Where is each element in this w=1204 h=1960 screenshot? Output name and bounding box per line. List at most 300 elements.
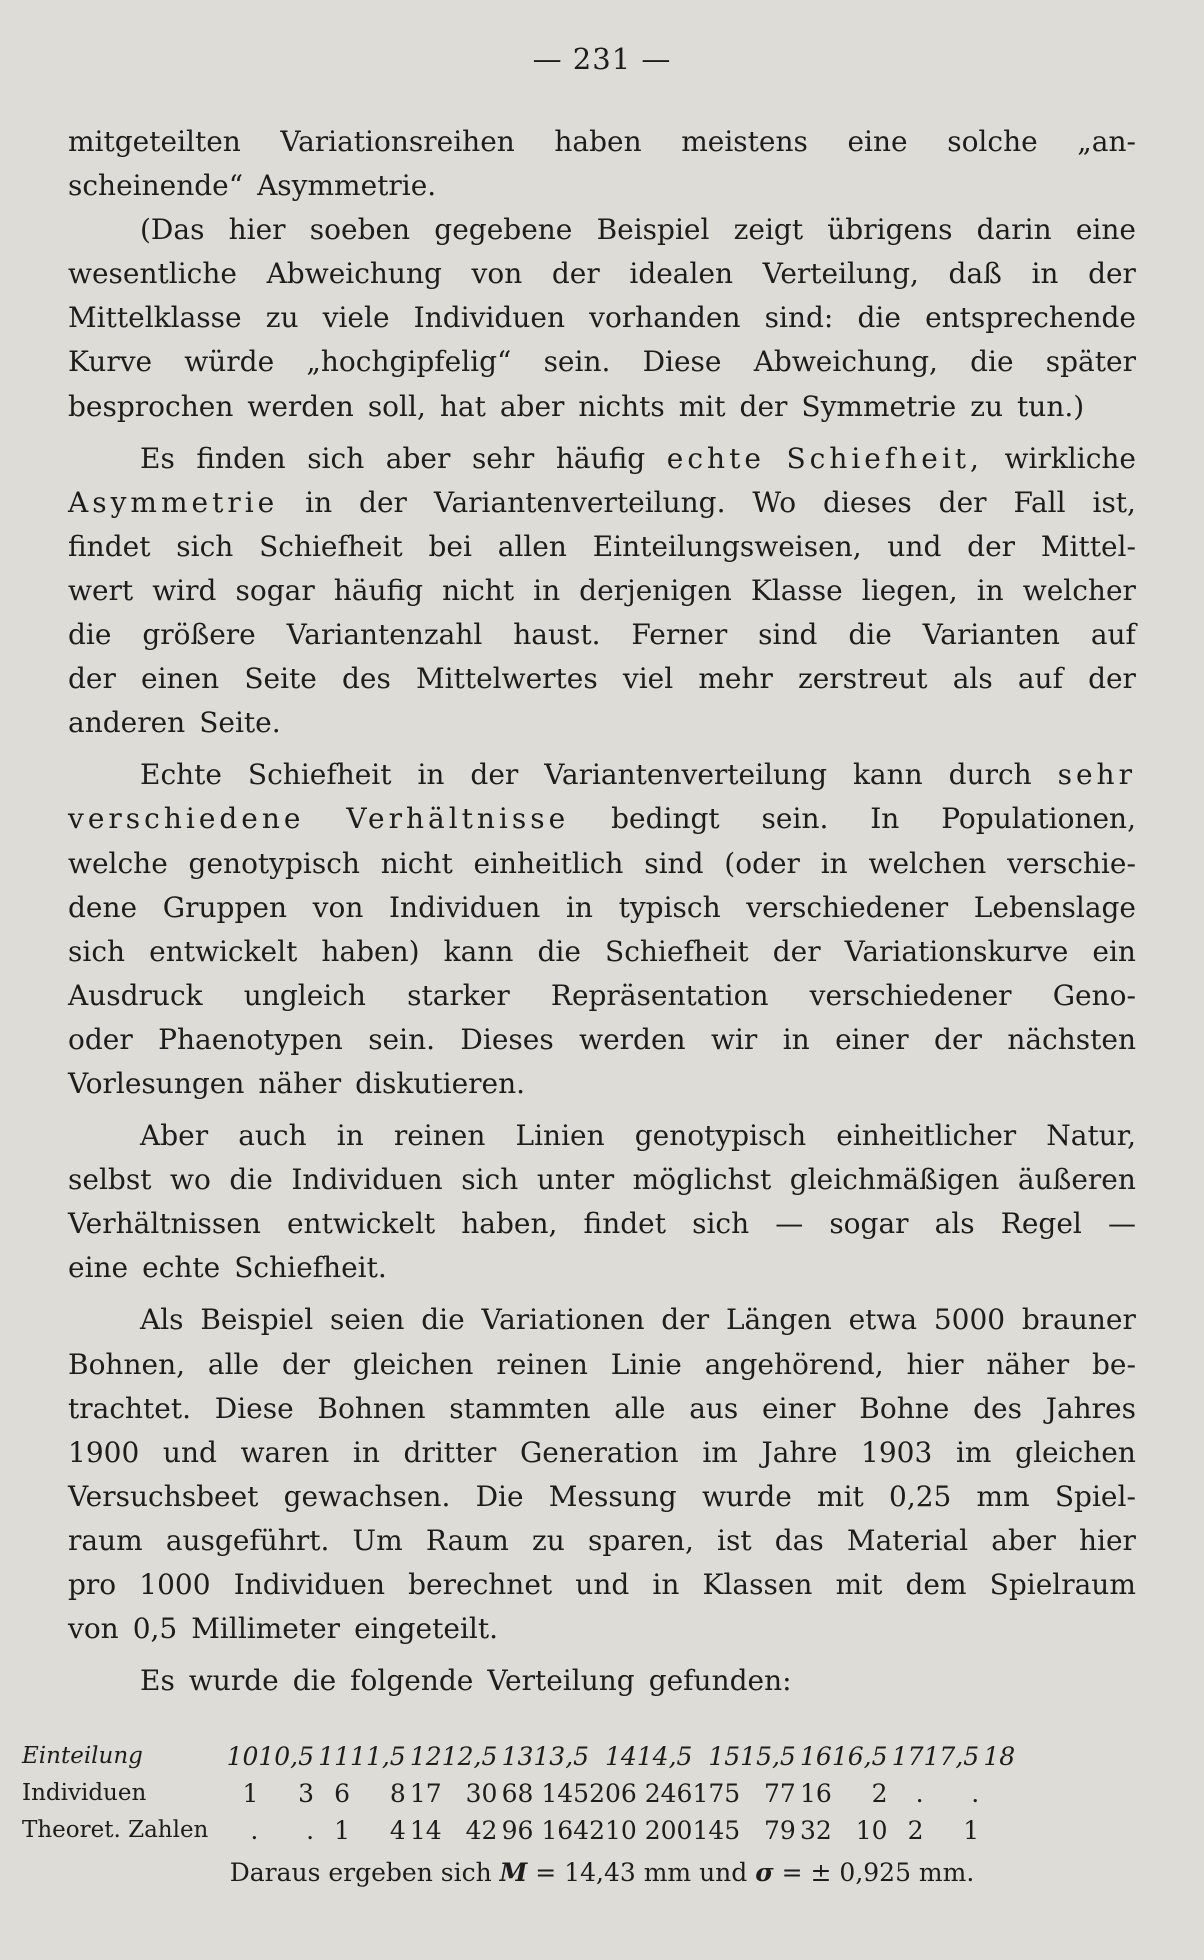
word: wo (170, 1163, 211, 1197)
text-line (68, 252, 1136, 296)
word: Schiefheit (247, 758, 392, 792)
text-line (68, 753, 1136, 797)
word: Mittelklasse (68, 301, 242, 335)
word: mit (835, 1568, 883, 1601)
word: hier (1078, 1523, 1136, 1557)
word: der (967, 529, 1016, 563)
formula-m-value: = 14,43 mm und (535, 1858, 748, 1887)
word: Raum (425, 1523, 509, 1557)
page-number: — 231 — (532, 42, 672, 76)
word: darin (976, 213, 1052, 247)
word: unter (536, 1163, 615, 1197)
table-cell: 175 (692, 1779, 741, 1808)
word: 0,25 (889, 1479, 952, 1513)
word: verschiedene (68, 802, 305, 836)
word: reinen (496, 1347, 588, 1381)
word: ist (717, 1523, 752, 1557)
word: allen (497, 529, 567, 563)
word: Klasse (750, 573, 843, 607)
word: übrigens (827, 213, 953, 247)
word: Verteilung, (762, 257, 919, 291)
word: der (359, 485, 407, 519)
word: Schiefheit (259, 529, 403, 563)
table-cell: 12,5 (441, 1742, 498, 1771)
word: viele (322, 301, 390, 335)
table-cell: 42 (465, 1816, 498, 1845)
table-cell: 15 (708, 1742, 741, 1771)
text-line (68, 1563, 1136, 1607)
text-line (68, 701, 1136, 745)
table-cell: 145 (692, 1816, 741, 1845)
word: Diese (214, 1391, 294, 1425)
text-line (68, 208, 1136, 252)
table-cell: 12 (409, 1742, 442, 1771)
table-cell: 200 (644, 1816, 693, 1845)
word: Echte (140, 758, 222, 792)
word: einheitlich (473, 846, 624, 880)
table-cell: 10,5 (258, 1742, 315, 1771)
word: dieses (823, 485, 912, 519)
word: gewachsen. (283, 1479, 451, 1513)
text-line (68, 1387, 1136, 1431)
word: und (887, 529, 942, 563)
word: (Das (140, 213, 205, 247)
word: Messung (548, 1479, 677, 1513)
word: die (68, 618, 112, 652)
word: Variationskurve (844, 934, 1069, 968)
word: mitgeteilten (68, 125, 241, 158)
word: alle (614, 1391, 666, 1425)
word: Variationsreihen (280, 125, 515, 158)
word: in (782, 1022, 810, 1056)
word: zu (265, 301, 299, 335)
word: angehörend, (704, 1347, 884, 1381)
word: findet (68, 529, 151, 563)
word: Regel (1000, 1207, 1082, 1241)
word: verschie- (1007, 846, 1136, 880)
table-cell: 77 (764, 1779, 796, 1808)
word: bei (428, 529, 472, 563)
word: eine (847, 125, 908, 158)
word: vorhanden (589, 301, 741, 335)
word: die (857, 301, 901, 335)
word: in (565, 890, 593, 924)
table-cell: 6 (334, 1779, 351, 1808)
word: der (1088, 662, 1136, 696)
word: 5000 (933, 1303, 1006, 1337)
word: in (1031, 257, 1059, 291)
word: auf (1090, 618, 1136, 652)
text-line (68, 296, 1136, 340)
word: in (976, 573, 1004, 607)
word: eine (1075, 213, 1136, 247)
table-cell: 14 (409, 1816, 442, 1845)
table-cell: 10 (855, 1816, 888, 1845)
word: der (934, 1022, 982, 1056)
word: findet (583, 1207, 666, 1241)
word: sich (68, 934, 126, 968)
word: Versuchsbeet (68, 1479, 259, 1513)
word: nicht (442, 573, 515, 607)
word: der (470, 758, 519, 792)
word: Längen (725, 1303, 832, 1337)
word: soeben (309, 213, 411, 247)
word: solche (947, 125, 1038, 158)
word: auch (238, 1119, 307, 1153)
table-cell: 2 (871, 1779, 888, 1808)
word: von (471, 257, 523, 291)
text-line (68, 842, 1136, 886)
text-line (68, 930, 1136, 974)
word: Gruppen (162, 890, 287, 924)
word: des (973, 1391, 1022, 1425)
word: diskutieren. (355, 1066, 526, 1100)
word: zu (532, 1523, 565, 1557)
word: wurde (701, 1479, 792, 1513)
word: alle (207, 1347, 260, 1381)
word: auf (1017, 662, 1063, 696)
text-line (68, 340, 1136, 384)
table-cell: . (250, 1816, 259, 1845)
word: Variationen (481, 1303, 645, 1337)
table-cell: 16,5 (831, 1742, 888, 1771)
text-line (68, 1246, 1136, 1290)
word: die (970, 345, 1014, 379)
table-cell: 210 (589, 1816, 637, 1845)
word: sogar (235, 573, 315, 607)
text-line (68, 1431, 1136, 1475)
word: bedingt (611, 802, 720, 836)
word: genotypisch (188, 846, 360, 880)
word: — (1107, 1207, 1136, 1241)
word: mit (678, 389, 726, 423)
word: kann (443, 934, 514, 968)
word: be- (1091, 1347, 1136, 1381)
body-text (68, 120, 1136, 1703)
text-line (68, 1607, 1136, 1651)
word: Generation (519, 1435, 679, 1469)
word: Variantenzahl (286, 618, 483, 652)
word: typisch (618, 890, 721, 924)
word: der (661, 1303, 710, 1337)
word: welcher (1022, 573, 1136, 607)
word: pro (68, 1568, 117, 1601)
word: 1900 (68, 1435, 140, 1469)
text-line (68, 1202, 1136, 1246)
word: wurde (188, 1664, 279, 1698)
word: der (772, 934, 821, 968)
table-cell: . (306, 1816, 315, 1845)
word: in (305, 485, 333, 519)
word: Lebenslage (973, 890, 1136, 924)
word: sich (307, 441, 365, 475)
word: Jahre (761, 1435, 838, 1469)
word: sein. (543, 345, 611, 379)
word: selbst (68, 1163, 152, 1197)
word: werden (579, 1022, 686, 1056)
table-cell: 3 (298, 1779, 315, 1808)
word: echte (142, 1251, 221, 1285)
word: Natur, (1046, 1119, 1136, 1153)
table-cell: 164 (541, 1816, 590, 1845)
row-label: Einteilung (22, 1743, 143, 1769)
word: sparen, (587, 1523, 694, 1557)
word: Seite (244, 662, 317, 696)
word: näher (258, 1066, 342, 1100)
word: nichts (578, 389, 665, 423)
table-cell: 96 (501, 1816, 534, 1845)
word: Repräsentation (550, 978, 769, 1012)
word: dritter (403, 1435, 497, 1469)
word: Spielraum (989, 1568, 1136, 1601)
word: sein. (761, 802, 829, 836)
table-cell: 13,5 (533, 1742, 590, 1771)
word: gleichen (352, 1347, 474, 1381)
table-cell (979, 1812, 1015, 1849)
word: sind: (764, 301, 834, 335)
word: entsprechende (925, 301, 1136, 335)
row-label: Theoret. Zahlen (22, 1817, 209, 1843)
formula-sigma-symbol: σ (755, 1858, 774, 1887)
word: oder (68, 1022, 133, 1056)
table-cell: 14,5 (636, 1742, 693, 1771)
word: wird (152, 573, 217, 607)
text-line (68, 1659, 1136, 1703)
table-cell: 17,5 (923, 1742, 980, 1771)
word: ausgeführt. (165, 1523, 330, 1557)
text-line (68, 1343, 1136, 1387)
word: sind (758, 618, 818, 652)
table-cell (979, 1775, 1015, 1812)
table-cell: 13 (501, 1742, 534, 1771)
word: besprochen (68, 389, 234, 423)
word: die (292, 1664, 337, 1698)
word: starker (407, 978, 510, 1012)
word: idealen (629, 257, 734, 291)
word: „an- (1077, 125, 1136, 158)
word: Symmetrie (801, 389, 957, 423)
word: In (870, 802, 900, 836)
word: möglichst (632, 1163, 772, 1197)
word: „hochgipfelig“ (306, 345, 512, 379)
text-line (68, 164, 1136, 208)
word: entwickelt (286, 1207, 436, 1241)
word: wirkliche (1004, 441, 1136, 475)
word: im (955, 1435, 992, 1469)
table-cell: 10 (226, 1742, 259, 1771)
word: Verhältnissen (68, 1207, 261, 1241)
table-cell: 1 (963, 1816, 980, 1845)
word: entwickelt (149, 934, 298, 968)
table-cell: 4 (389, 1816, 406, 1845)
word: verschiedener (746, 890, 949, 924)
word: in (336, 1119, 364, 1153)
word: der (1088, 257, 1136, 291)
word: mit (817, 1479, 864, 1513)
word: Seite. (199, 706, 281, 740)
word: Aber (140, 1119, 209, 1153)
word: und (162, 1435, 217, 1469)
word: würde (184, 345, 275, 379)
word: der (68, 662, 116, 696)
word: 0,5 (132, 1612, 178, 1646)
word: Geno- (1052, 978, 1136, 1012)
table-cell: 11,5 (350, 1742, 406, 1771)
word: Kurve (68, 345, 153, 379)
word: einer (762, 1391, 836, 1425)
word: ein (1092, 934, 1136, 968)
table-cell: . (915, 1779, 924, 1808)
word: echte (666, 441, 765, 475)
word: die (537, 934, 581, 968)
word: Linie (610, 1347, 682, 1381)
word: von (68, 1612, 119, 1646)
word: des (341, 662, 391, 696)
table-cell: 30 (465, 1779, 498, 1808)
text-line (68, 437, 1136, 481)
word: Asymmetrie (68, 485, 279, 519)
distribution-table (22, 1738, 1015, 1849)
table-cell: 17 (409, 1779, 442, 1808)
text-line (68, 1298, 1136, 1342)
word: nächsten (1007, 1022, 1136, 1056)
word: einer (835, 1022, 909, 1056)
word: die (229, 1163, 273, 1197)
word: Individuen (233, 1568, 385, 1601)
word: Variantenverteilung (544, 758, 827, 792)
word: gleichmäßigen (789, 1163, 1000, 1197)
word: mm (976, 1479, 1030, 1513)
word: die (421, 1303, 465, 1337)
word: Als (140, 1303, 184, 1337)
word: später (1045, 345, 1136, 379)
word: und (575, 1568, 630, 1601)
word: häufig (333, 573, 424, 607)
word: 1000 (139, 1568, 211, 1601)
word: aber (499, 389, 565, 423)
word: welche (68, 846, 168, 880)
word: mehr (698, 662, 773, 696)
text-line (68, 886, 1136, 930)
word: ist, (1092, 485, 1136, 519)
word: im (702, 1435, 738, 1469)
table-cell: 145 (541, 1779, 590, 1808)
word: Individuen (413, 301, 565, 335)
formula-m-symbol: M (499, 1858, 528, 1887)
word: aber (991, 1523, 1056, 1557)
text-line (68, 1114, 1136, 1158)
word: gefunden: (648, 1664, 792, 1698)
word: Spiel- (1054, 1479, 1136, 1513)
word: Phaenotypen (158, 1022, 343, 1056)
word: als (952, 662, 993, 696)
word: einen (141, 662, 220, 696)
word: der (551, 257, 600, 291)
word: Millimeter (191, 1612, 341, 1646)
word: trachtet. (68, 1391, 192, 1425)
word: Um (352, 1523, 403, 1557)
word: Wo (752, 485, 797, 519)
word: welchen (868, 846, 987, 880)
word: der (739, 389, 788, 423)
word: in (820, 846, 848, 880)
word: Klassen (702, 1568, 813, 1601)
table-cell: 1 (242, 1779, 259, 1808)
word: wert (68, 573, 134, 607)
word: Material (846, 1523, 969, 1557)
word: Asymmetrie. (257, 169, 437, 203)
text-line (68, 385, 1136, 429)
text-line (68, 525, 1136, 569)
word: Beispiel (200, 1303, 314, 1337)
word: waren (240, 1435, 330, 1469)
word: sogar (829, 1207, 909, 1241)
table-cell: 11 (318, 1742, 351, 1771)
word: verschiedener (809, 978, 1012, 1012)
word: 1903 (861, 1435, 933, 1469)
row-label: Individuen (22, 1780, 147, 1806)
word: haben, (461, 1207, 558, 1241)
table-cell: 16 (800, 1742, 832, 1771)
word: zu (970, 389, 1004, 423)
word: Mittel- (1040, 529, 1136, 563)
word: folgende (350, 1664, 474, 1698)
word: zeigt (733, 213, 804, 247)
word: genotypisch (634, 1119, 807, 1153)
formula-sigma-value: = ± 0,925 mm. (781, 1858, 975, 1887)
word: gegebene (434, 213, 573, 247)
text-line (68, 974, 1136, 1018)
text-line (68, 1519, 1136, 1563)
text-line (68, 1158, 1136, 1202)
word: Variantenverteilung. (433, 485, 726, 519)
word: scheinende“ (68, 169, 244, 203)
word: sehr (471, 441, 535, 475)
word: hier (228, 213, 286, 247)
word: Es (140, 1664, 175, 1698)
table-cell: 79 (764, 1816, 796, 1845)
word: Schiefheit, (786, 441, 983, 475)
word: in (417, 758, 445, 792)
word: viel (622, 662, 674, 696)
word: haust. (513, 618, 601, 652)
word: Ausdruck (68, 978, 203, 1012)
word: Linien (515, 1119, 605, 1153)
word: haben (554, 125, 642, 158)
word: anderen (68, 706, 186, 740)
word: näher (986, 1347, 1070, 1381)
word: in (652, 1568, 680, 1601)
table-cell: 8 (389, 1779, 406, 1808)
text-line (68, 1475, 1136, 1519)
table-cell: 68 (501, 1779, 534, 1808)
word: Individuen (291, 1163, 443, 1197)
word: sich (461, 1163, 519, 1197)
table-cell: 206 (589, 1779, 637, 1808)
word: raum (68, 1523, 143, 1557)
word: Bohnen, (68, 1347, 186, 1381)
word: Populationen, (941, 802, 1136, 836)
word: eine (68, 1251, 129, 1285)
word: dene (68, 890, 138, 924)
word: durch (948, 758, 1032, 792)
word: Fall (1013, 485, 1066, 519)
word: werden (247, 389, 354, 423)
word: Verteilung (487, 1664, 635, 1698)
word: Beispiel (596, 213, 710, 247)
word: in (533, 573, 561, 607)
table-cell: 32 (800, 1816, 832, 1845)
